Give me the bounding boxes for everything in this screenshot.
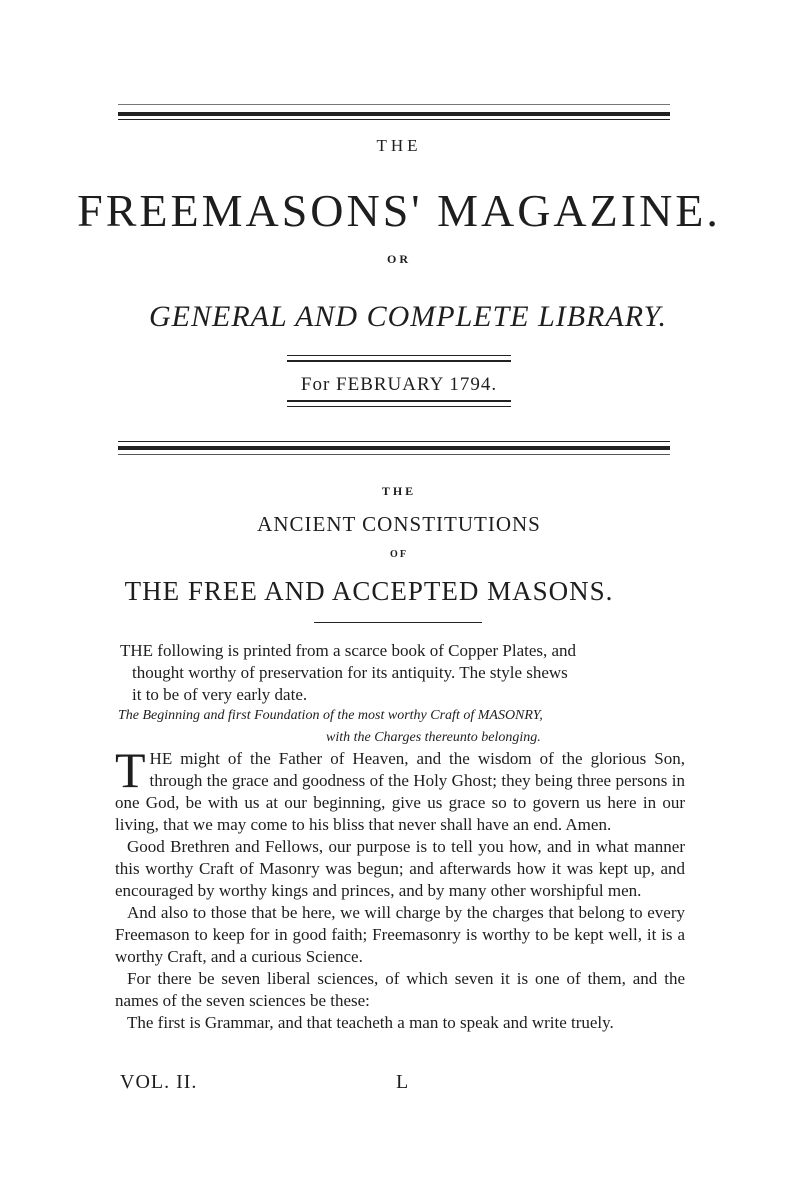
- paragraph: [115, 742, 685, 836]
- section-rule-under: [118, 454, 670, 455]
- volume-label: VOL. II.: [120, 1071, 198, 1093]
- masthead-the: THE: [376, 136, 422, 155]
- top-rule-under: [118, 119, 670, 120]
- section-heading: [118, 705, 683, 749]
- section-heading-line: The Beginning and first Foundation of the most worthy Craft of MASONRY,: [118, 708, 543, 723]
- paragraph-text: HE might of the Father of Heaven, and the wisdom of the glorious Son, through the grace and goodness of the Holy Ghost; they being three persons in one God, be with us at our beginning, give us grace so to govern us here in our living, that we may come to his bliss that never shall have an end. Amen.: [115, 749, 685, 834]
- signature-mark: L: [396, 1071, 410, 1093]
- date-rule-top-1: [287, 355, 511, 356]
- section-heading-line: with the Charges thereunto belonging.: [326, 730, 541, 745]
- intro-paragraph: [120, 640, 680, 706]
- article-title-line2: THE FREE AND ACCEPTED MASONS.: [124, 576, 614, 606]
- intro-line: it to be of very early date.: [132, 685, 308, 704]
- article-body: [115, 742, 685, 1034]
- magazine-subtitle: GENERAL AND COMPLETE LIBRARY.: [149, 300, 667, 333]
- section-rule-thick: [118, 446, 670, 450]
- top-rule-thick: [118, 112, 670, 116]
- article-the: THE: [381, 484, 417, 498]
- paragraph: For there be seven liberal sciences, of which seven it is one of them, and the names of the seven sciences be these:: [115, 969, 685, 1010]
- masthead-or: OR: [387, 252, 411, 266]
- paragraph: And also to those that be here, we will charge by the charges that belong to every Freemason to keep for in good faith; Freemasonry is worthy to be kept well, it is a worthy Craft, and a curious Science.: [115, 903, 685, 966]
- date-rule-bottom-2: [287, 406, 511, 407]
- magazine-title: FREEMASONS' MAGAZINE.: [77, 185, 721, 236]
- top-rule-thin: [118, 104, 670, 105]
- article-of: OF: [390, 549, 408, 560]
- section-rule-thin: [118, 441, 670, 442]
- intro-line: THE following is printed from a scarce book of Copper Plates, and: [120, 641, 577, 660]
- article-title-line1: ANCIENT CONSTITUTIONS: [257, 512, 541, 536]
- date-rule-bottom-1: [287, 400, 511, 402]
- intro-line: thought worthy of preservation for its antiquity. The style shews: [132, 663, 568, 682]
- paragraph: Good Brethren and Fellows, our purpose is to tell you how, and in what manner this worthy Craft of Masonry was begun; and afterwards how it was kept up, and encouraged by worthy kings and princes, and by many other worshipful men.: [115, 837, 685, 900]
- article-title-rule: [314, 622, 482, 623]
- issue-date: For FEBRUARY 1794.: [300, 374, 498, 395]
- paragraph: The first is Grammar, and that teacheth a man to speak and write truely.: [127, 1013, 614, 1032]
- drop-cap: T: [115, 742, 146, 798]
- date-rule-top-2: [287, 360, 511, 362]
